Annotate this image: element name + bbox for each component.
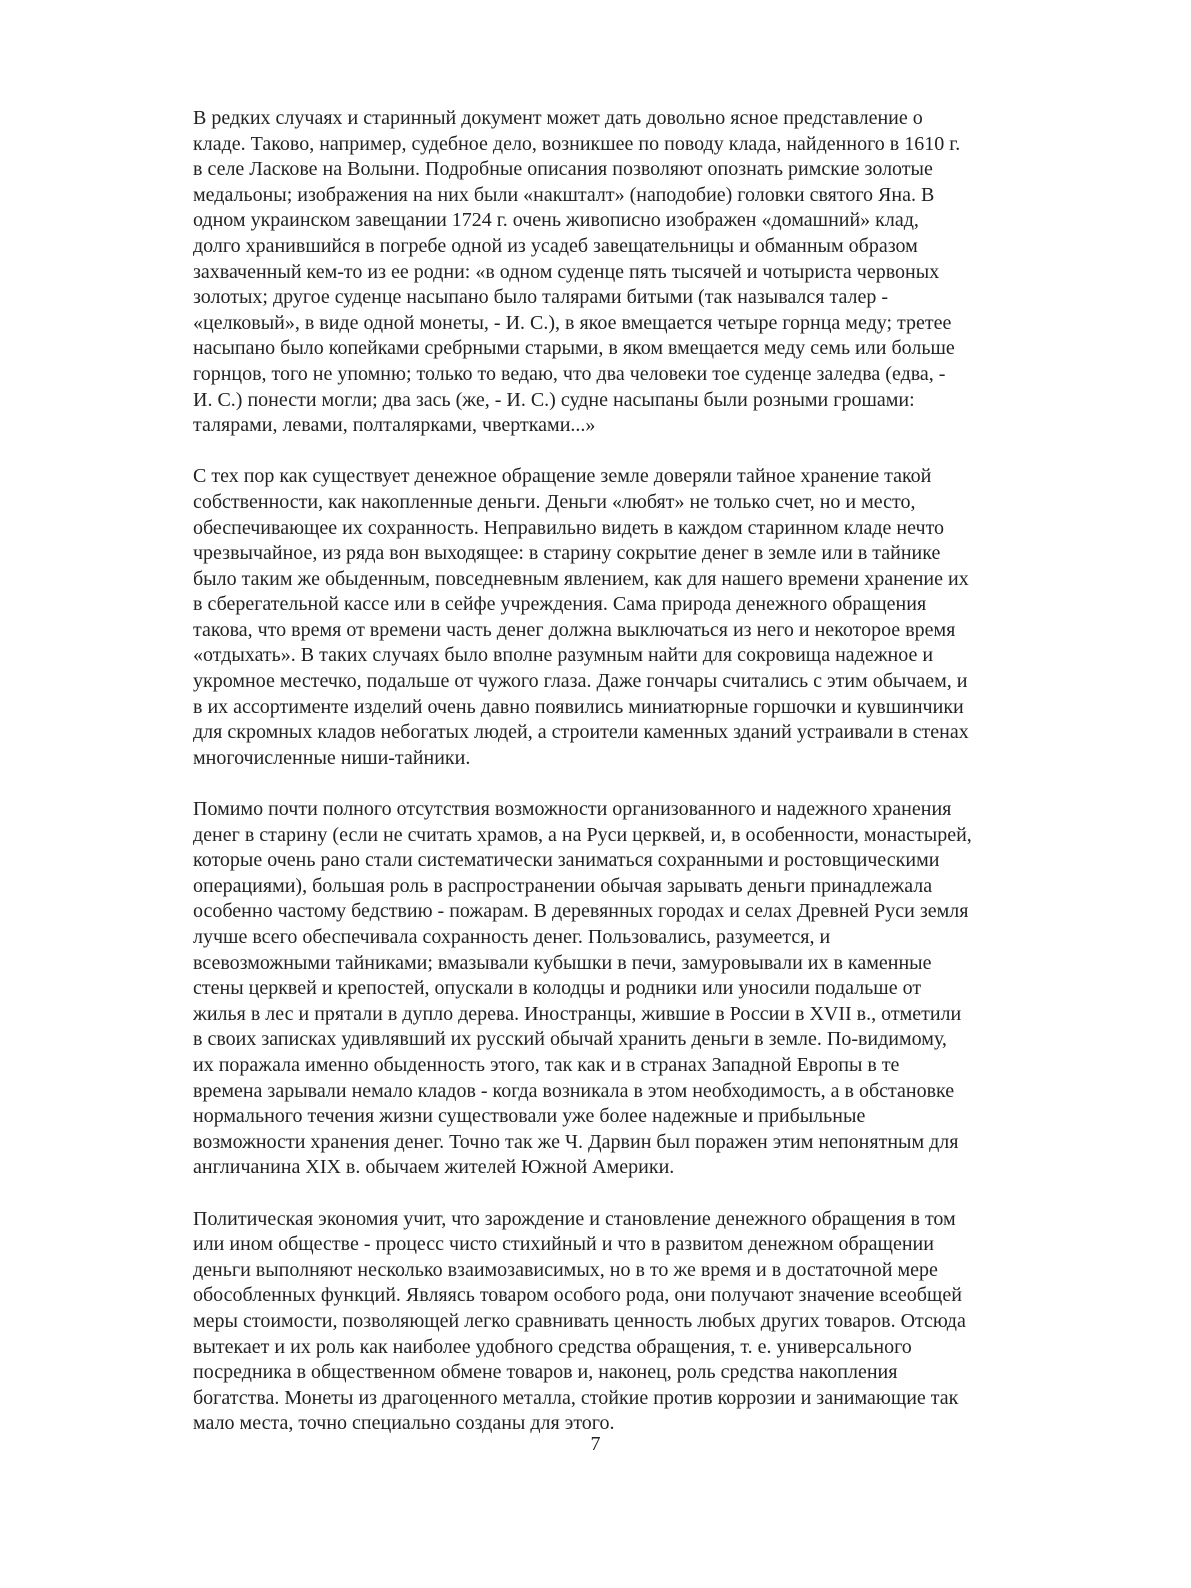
text-line: Политическая экономия учит, что зарождение и становление денежного обращения в том — [193, 1207, 956, 1230]
text-line: «целковый», в виде одной монеты, - И. С.), в якое вмещается четыре горнца меду; третее — [193, 311, 952, 334]
text-line: долго хранившийся в погребе одной из усадеб завещательницы и обманным образом — [193, 234, 918, 257]
paragraph-1 — [193, 106, 1073, 439]
text-line: мало места, точно специально созданы для этого. — [193, 1412, 615, 1435]
text-line: И. С.) понести могли; два зась (же, - И. С.) судне насыпаны были розными грошами: — [193, 388, 915, 411]
text-line: стены церквей и крепостей, опускали в колодцы и родники или уносили подальше от — [193, 977, 922, 1000]
text-line: операциями), большая роль в распространении обычая зарывать деньги принадлежала — [193, 874, 933, 897]
page-number: 7 — [590, 1433, 601, 1455]
text-line: времена зарывали немало кладов - когда возникала в этом необходимость, а в обстановке — [193, 1079, 955, 1102]
paragraph-3 — [193, 797, 1073, 1181]
text-line: нормального течения жизни существовали уже более надежные и прибыльные — [193, 1105, 866, 1128]
text-line: или ином обществе - процесс чисто стихийный и что в развитом денежном обращении — [193, 1233, 934, 1256]
paragraph-4 — [193, 1207, 1073, 1437]
text-line: возможности хранения денег. Точно так же Ч. Дарвин был поражен этим непонятным для — [193, 1130, 959, 1153]
text-line: англичанина XIX в. обычаем жителей Южной Америки. — [193, 1156, 675, 1179]
text-line: обособленных функций. Являясь товаром особого рода, они получают значение всеобщей — [193, 1284, 962, 1307]
paragraph-2 — [193, 464, 1073, 771]
text-line: талярами, левами, полталярками, чвертками...» — [193, 414, 596, 437]
text-line: денег в старину (если не считать храмов, а на Руси церквей, и, в особенности, монастырей, — [193, 823, 972, 846]
text-line: укромное местечко, подальше от чужого глаза. Даже гончары считались с этим обычаем, и — [193, 670, 968, 693]
text-line: обеспечивающее их сохранность. Неправильно видеть в каждом старинном кладе нечто — [193, 516, 945, 539]
text-line: С тех пор как существует денежное обращение земле доверяли тайное хранение такой — [193, 465, 932, 488]
text-line: «отдыхать». В таких случаях было вполне разумным найти для сокровища надежное и — [193, 644, 934, 667]
text-line: такова, что время от времени часть денег должна выключаться из него и некоторое время — [193, 618, 956, 641]
text-line: всевозможными тайниками; вмазывали кубышки в печи, замуровывали их в каменные — [193, 951, 932, 974]
text-line: которые очень рано стали систематически заниматься сохранными и ростовщическими — [193, 849, 940, 872]
text-line: лучше всего обеспечивала сохранность денег. Пользовались, разумеется, и — [193, 926, 831, 948]
text-line: захваченный кем-то из ее родни: «в одном суденце пять тысячей и чотыриста червоных — [193, 260, 940, 283]
text-line: Помимо почти полного отсутствия возможности организованного и надежного хранения — [193, 798, 952, 821]
text-line: их поражала именно обыденность этого, так как и в странах Западной Европы в те — [193, 1053, 900, 1076]
text-line: в своих записках удивлявший их русский обычай хранить деньги в земле. По-видимому, — [193, 1028, 947, 1051]
text-line: меры стоимости, позволяющей легко сравнивать ценность любых других товаров. Отсюда — [193, 1309, 966, 1332]
text-line: насыпано было копейками сребрными старыми, в яком вмещается меду семь или больше — [193, 337, 955, 360]
text-line: в селе Ласкове на Волыни. Подробные описания позволяют опознать римские золотые — [193, 158, 933, 181]
text-line: собственности, как накопленные деньги. Деньги «любят» не только счет, но и место, — [193, 490, 916, 513]
text-line: В редких случаях и старинный документ может дать довольно ясное представление о — [193, 107, 923, 129]
text-line: одном украинском завещании 1724 г. очень живописно изображен «домашний» клад, — [193, 209, 919, 232]
text-line: для скромных кладов небогатых людей, а строители каменных зданий устраивали в стенах — [193, 721, 969, 744]
text-line: деньги выполняют несколько взаимозависимых, но в то же время и в достаточной мере — [193, 1258, 938, 1281]
text-line: посредника в общественном обмене товаров и, наконец, роль средства накопления — [193, 1361, 898, 1384]
text-line: золотых; другое суденце насыпано было талярами битыми (так назывался талер - — [193, 286, 889, 309]
text-line: медальоны; изображения на них были «накшталт» (наподобие) головки святого Яна. В — [193, 183, 935, 206]
text-line: многочисленные ниши-тайники. — [193, 746, 471, 769]
text-line: богатства. Монеты из драгоценного металла, стойкие против коррозии и занимающие так — [193, 1386, 959, 1409]
text-line: в сберегательной кассе или в сейфе учреждения. Сама природа денежного обращения — [193, 593, 927, 616]
body-text — [193, 106, 1073, 1437]
text-line: горнцов, того не упомню; только то ведаю, что два человеки тое суденце заледва (едва, - — [193, 362, 946, 385]
text-line: вытекает и их роль как наиболее удобного средства обращения, т. е. универсального — [193, 1335, 912, 1358]
text-line: в их ассортименте изделий очень давно появились миниатюрные горшочки и кувшинчики — [193, 695, 964, 718]
text-line: особенно частому бедствию - пожарам. В деревянных городах и селах Древней Руси земля — [193, 900, 969, 923]
text-line: жилья в лес и прятали в дупло дерева. Иностранцы, жившие в России в XVII в., отметили — [193, 1002, 962, 1025]
text-line: чрезвычайное, из ряда вон выходящее: в старину сокрытие денег в земле или в тайнике — [193, 542, 941, 565]
text-line: было таким же обыденным, повседневным явлением, как для нашего времени хранение их — [193, 567, 969, 590]
text-line: кладе. Таково, например, судебное дело, возникшее по поводу клада, найденного в 1610 г. — [193, 132, 961, 155]
